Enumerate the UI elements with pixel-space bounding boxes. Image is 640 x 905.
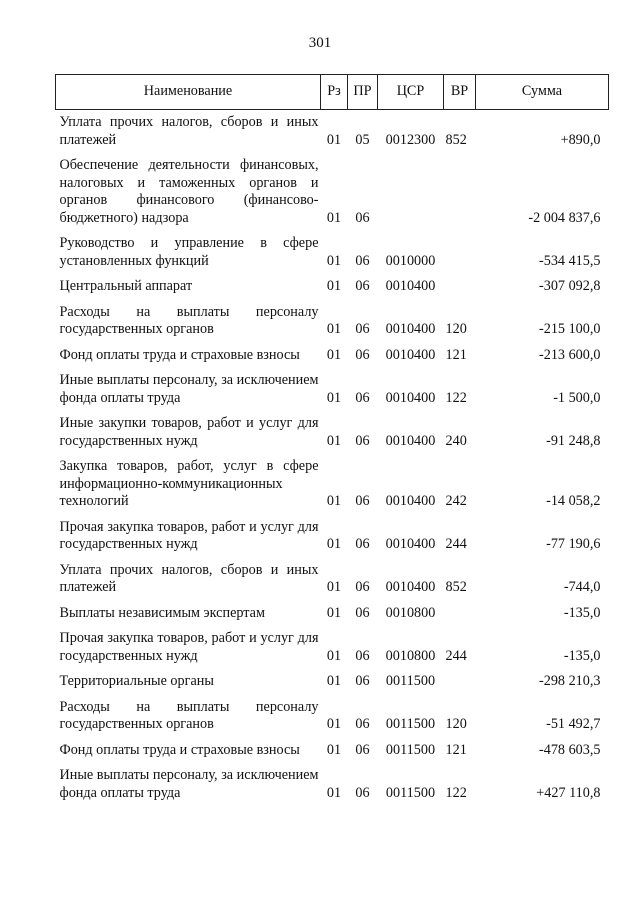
cell-csr: 0010400 bbox=[385, 321, 436, 337]
cell-csr: 0011500 bbox=[385, 673, 436, 689]
cell-csr: 0010400 bbox=[385, 536, 436, 552]
table-row bbox=[56, 557, 609, 600]
cell-sum: -744,0 bbox=[563, 579, 601, 595]
cell-name: Уплата прочих налогов, сборов и иных платежей bbox=[59, 561, 319, 595]
cell-rz: 01 bbox=[326, 278, 342, 294]
cell-name: Территориальные органы bbox=[59, 673, 214, 689]
cell-name: Прочая закупка товаров, работ и услуг для государственных нужд bbox=[59, 518, 319, 552]
cell-pr: 05 bbox=[355, 131, 370, 148]
cell-pr: 06 bbox=[355, 278, 370, 294]
cell-csr: 0010400 bbox=[385, 389, 436, 406]
header-csr: ЦСР bbox=[378, 75, 444, 110]
cell-name: Расходы на выплаты персоналу государственных органов bbox=[59, 698, 319, 732]
cell-sum: -215 100,0 bbox=[539, 321, 601, 337]
table-body bbox=[56, 110, 609, 806]
cell-rz: 01 bbox=[326, 493, 342, 509]
table-row bbox=[56, 600, 609, 626]
budget-table bbox=[55, 74, 609, 805]
cell-vr: 244 bbox=[445, 536, 467, 552]
cell-sum: -91 248,8 bbox=[546, 432, 601, 449]
cell-name: Обеспечение деятельности финансовых, налоговых и таможенных органов и органов финансового (финансово-бюджетного) надзора bbox=[59, 157, 319, 226]
cell-name: Иные выплаты персоналу, за исключением фонда оплаты труда bbox=[59, 372, 319, 406]
table-row bbox=[56, 668, 609, 694]
cell-name: Иные выплаты персоналу, за исключением фонда оплаты труда bbox=[59, 767, 319, 801]
cell-sum: -478 603,5 bbox=[539, 741, 601, 758]
cell-vr bbox=[444, 230, 476, 273]
cell-sum: -213 600,0 bbox=[539, 346, 601, 363]
cell-name: Закупка товаров, работ, услуг в сфере информационно-коммуникационных технологий bbox=[59, 458, 319, 509]
cell-vr: 120 bbox=[445, 716, 467, 732]
table-row bbox=[56, 762, 609, 805]
cell-sum: -2 004 837,6 bbox=[528, 209, 601, 226]
table-row bbox=[56, 152, 609, 230]
cell-rz: 01 bbox=[326, 346, 342, 363]
table-row bbox=[56, 273, 609, 299]
cell-csr: 0012300 bbox=[385, 131, 436, 148]
cell-pr: 06 bbox=[355, 209, 370, 226]
table-row bbox=[56, 625, 609, 668]
cell-vr: 121 bbox=[445, 346, 467, 363]
cell-sum: -307 092,8 bbox=[539, 278, 601, 294]
cell-name: Иные закупки товаров, работ и услуг для государственных нужд bbox=[59, 415, 319, 449]
cell-vr: 244 bbox=[445, 647, 467, 664]
cell-csr: 0010400 bbox=[385, 278, 436, 294]
table-row bbox=[56, 342, 609, 368]
cell-csr: 0010400 bbox=[385, 432, 436, 449]
cell-pr: 06 bbox=[355, 673, 370, 689]
cell-sum: -51 492,7 bbox=[546, 716, 601, 732]
cell-pr: 06 bbox=[355, 604, 370, 621]
cell-rz: 01 bbox=[326, 432, 342, 449]
cell-rz: 01 bbox=[326, 209, 342, 226]
cell-csr bbox=[378, 152, 444, 230]
cell-name: Центральный аппарат bbox=[59, 278, 193, 294]
header-row bbox=[56, 75, 609, 110]
cell-vr: 122 bbox=[445, 389, 467, 406]
cell-sum: -1 500,0 bbox=[553, 389, 601, 406]
cell-pr: 06 bbox=[355, 647, 370, 664]
cell-sum: -135,0 bbox=[563, 647, 601, 664]
cell-name: Фонд оплаты труда и страховые взносы bbox=[59, 741, 300, 758]
cell-sum: -298 210,3 bbox=[539, 673, 601, 689]
cell-csr: 0011500 bbox=[385, 784, 436, 801]
cell-name: Выплаты независимым экспертам bbox=[59, 604, 265, 621]
cell-sum: -135,0 bbox=[563, 604, 601, 621]
cell-name: Уплата прочих налогов, сборов и иных платежей bbox=[59, 114, 319, 148]
cell-pr: 06 bbox=[355, 784, 370, 801]
table-row bbox=[56, 299, 609, 342]
cell-pr: 06 bbox=[355, 432, 370, 449]
cell-rz: 01 bbox=[326, 716, 342, 732]
cell-sum: -77 190,6 bbox=[546, 536, 601, 552]
cell-pr: 06 bbox=[355, 536, 370, 552]
cell-rz: 01 bbox=[326, 647, 342, 664]
cell-vr: 121 bbox=[445, 741, 467, 758]
cell-vr bbox=[444, 152, 476, 230]
cell-name: Расходы на выплаты персоналу государственных органов bbox=[59, 303, 319, 337]
cell-vr: 120 bbox=[445, 321, 467, 337]
cell-name: Руководство и управление в сфере установленных функций bbox=[59, 235, 319, 269]
cell-csr: 0010800 bbox=[385, 604, 436, 621]
cell-vr bbox=[444, 668, 476, 694]
cell-vr: 852 bbox=[445, 579, 467, 595]
cell-csr: 0011500 bbox=[385, 741, 436, 758]
cell-vr: 240 bbox=[445, 432, 467, 449]
table-row bbox=[56, 367, 609, 410]
table-row bbox=[56, 453, 609, 514]
cell-csr: 0011500 bbox=[385, 716, 436, 732]
cell-vr: 122 bbox=[445, 784, 467, 801]
cell-rz: 01 bbox=[326, 536, 342, 552]
header-rz: Рз bbox=[321, 75, 348, 110]
table-row bbox=[56, 737, 609, 763]
cell-name: Прочая закупка товаров, работ и услуг для государственных нужд bbox=[59, 630, 319, 664]
table-row bbox=[56, 694, 609, 737]
cell-vr bbox=[444, 273, 476, 299]
table-row bbox=[56, 230, 609, 273]
header-sum: Сумма bbox=[476, 75, 609, 110]
header-vr: ВР bbox=[444, 75, 476, 110]
cell-csr: 0010000 bbox=[385, 252, 436, 269]
cell-rz: 01 bbox=[326, 389, 342, 406]
header-pr: ПР bbox=[348, 75, 378, 110]
cell-pr: 06 bbox=[355, 252, 370, 269]
cell-rz: 01 bbox=[326, 673, 342, 689]
cell-rz: 01 bbox=[326, 579, 342, 595]
table-row bbox=[56, 514, 609, 557]
cell-vr bbox=[444, 600, 476, 626]
cell-vr: 852 bbox=[445, 131, 467, 148]
header-name: Наименование bbox=[56, 75, 321, 110]
cell-rz: 01 bbox=[326, 131, 342, 148]
table-row bbox=[56, 110, 609, 153]
table-row bbox=[56, 410, 609, 453]
cell-rz: 01 bbox=[326, 784, 342, 801]
cell-sum: +427 110,8 bbox=[536, 784, 601, 801]
page-number: 301 bbox=[308, 35, 332, 51]
cell-csr: 0010800 bbox=[385, 647, 436, 664]
cell-vr: 242 bbox=[445, 493, 467, 509]
cell-csr: 0010400 bbox=[385, 579, 436, 595]
cell-sum: +890,0 bbox=[560, 131, 601, 148]
cell-csr: 0010400 bbox=[385, 493, 436, 509]
cell-rz: 01 bbox=[326, 321, 342, 337]
table-header bbox=[56, 75, 609, 110]
cell-pr: 06 bbox=[355, 493, 370, 509]
cell-pr: 06 bbox=[355, 741, 370, 758]
cell-csr: 0010400 bbox=[385, 346, 436, 363]
cell-sum: -14 058,2 bbox=[546, 493, 601, 509]
cell-pr: 06 bbox=[355, 321, 370, 337]
cell-pr: 06 bbox=[355, 346, 370, 363]
cell-rz: 01 bbox=[326, 741, 342, 758]
cell-rz: 01 bbox=[326, 604, 342, 621]
cell-pr: 06 bbox=[355, 389, 370, 406]
cell-rz: 01 bbox=[326, 252, 342, 269]
cell-name: Фонд оплаты труда и страховые взносы bbox=[59, 346, 300, 363]
cell-sum: -534 415,5 bbox=[539, 252, 601, 269]
cell-pr: 06 bbox=[355, 579, 370, 595]
cell-pr: 06 bbox=[355, 716, 370, 732]
